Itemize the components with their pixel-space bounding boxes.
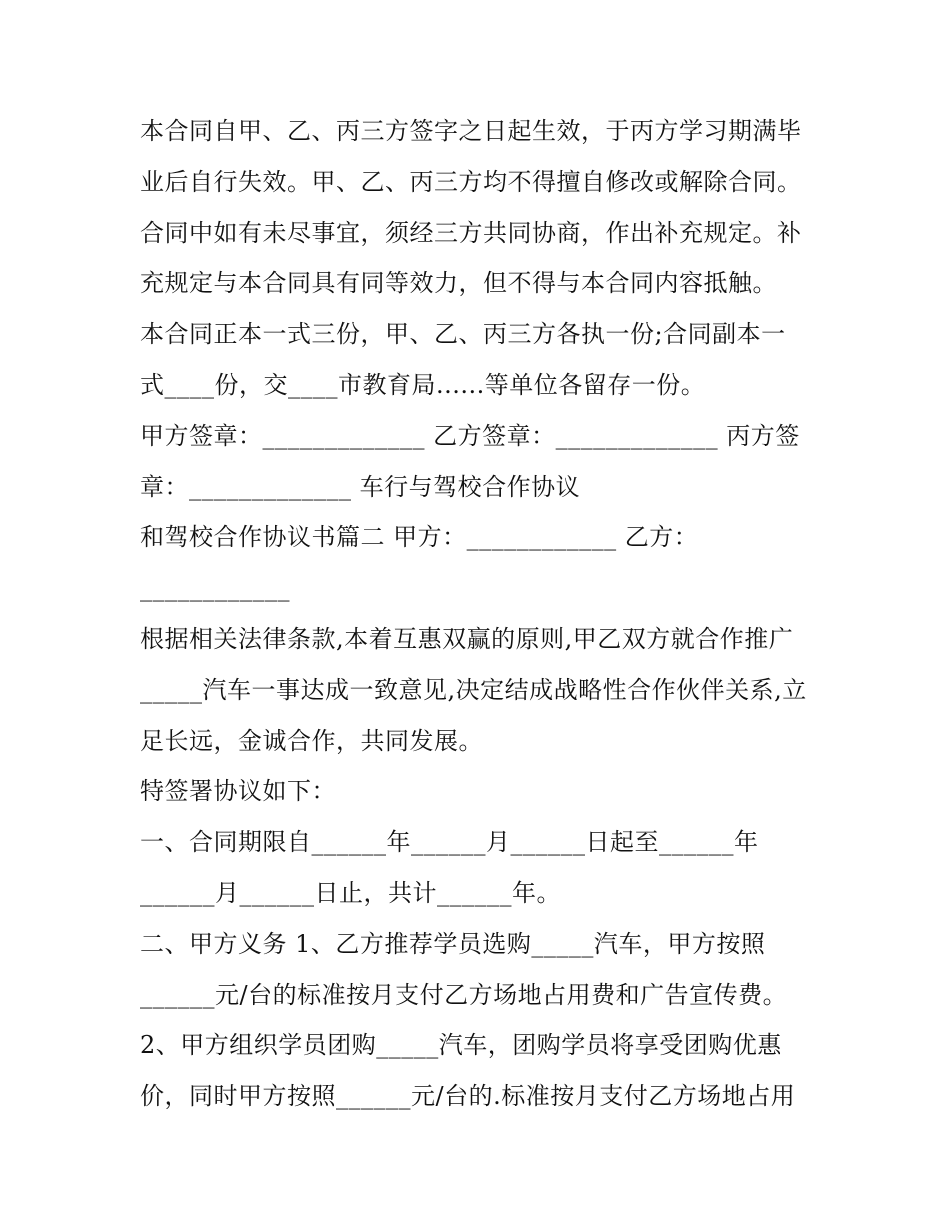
text-line: 足长远，金诚合作，共同发展。 [140, 726, 483, 755]
clause-line: 一、合同期限自______年______月______日起至______年 [140, 828, 759, 857]
signature-line: 章：_____________ 车行与驾校合作协议 [140, 472, 581, 501]
party-line: ____________ [140, 574, 290, 603]
text-line: 根据相关法律条款,本着互惠双赢的原则,甲乙双方就合作推广 [140, 624, 794, 653]
text-line: 式____份，交____市教育局......等单位各留存一份。 [140, 370, 706, 399]
party-line: 和驾校合作协议书篇二 甲方：____________ 乙方： [140, 523, 699, 552]
text-line: 本合同自甲、乙、丙三方签字之日起生效，于丙方学习期满毕 [140, 117, 802, 145]
text-line: _____汽车一事达成一致意见,决定结成战略性合作伙伴关系,立 [140, 675, 807, 704]
text-line: 充规定与本合同具有同等效力，但不得与本合同内容抵触。 [140, 269, 777, 298]
clause-line: ______元/台的标准按月支付乙方场地占用费和广告宣传费。 [140, 980, 788, 1009]
text-line: 本合同正本一式三份，甲、乙、丙三方各执一份;合同副本一 [140, 320, 786, 349]
text-line: 特签署协议如下： [140, 777, 336, 806]
clause-line: 2、甲方组织学员团购_____汽车，团购学员将享受团购优惠 [140, 1031, 782, 1060]
clause-line: ______月______日止，共计______年。 [140, 878, 561, 907]
text-line: 业后自行失效。甲、乙、丙三方均不得擅自修改或解除合同。 [140, 167, 802, 196]
document-body [140, 106, 820, 1122]
clause-line: 二、甲方义务 1、乙方推荐学员选购_____汽车，甲方按照 [140, 929, 766, 958]
signature-line: 甲方签章：_____________ 乙方签章：_____________ 丙方签 [140, 421, 800, 450]
clause-line: 价，同时甲方按照______元/台的.标准按月支付乙方场地占用 [140, 1082, 796, 1111]
text-line: 合同中如有未尽事宜，须经三方共同协商，作出补充规定。补 [140, 218, 802, 247]
